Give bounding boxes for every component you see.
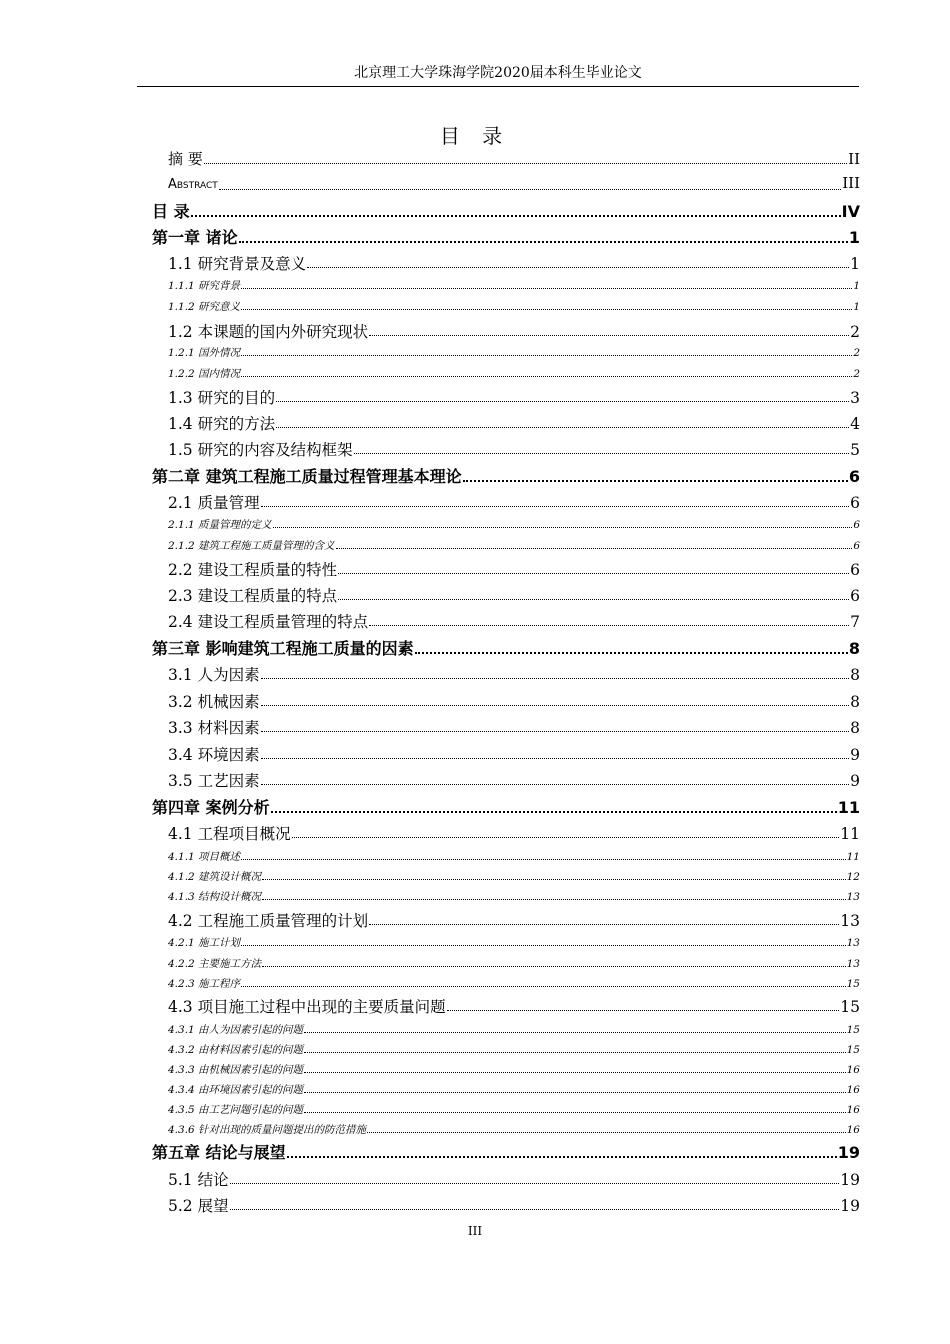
dot-leader — [261, 678, 850, 679]
dot-leader — [304, 1092, 846, 1093]
toc-entry[interactable] — [168, 849, 860, 863]
dot-leader — [292, 837, 840, 838]
toc-entry-label: 1.3 研究的目的 — [168, 389, 276, 407]
toc-entry-label: 1.2.2 国内情况 — [168, 368, 241, 380]
toc-entry-page: 2 — [850, 323, 860, 341]
toc-entry-page: 19 — [837, 1143, 860, 1162]
toc-entry[interactable] — [168, 690, 860, 710]
toc-entry[interactable] — [168, 1082, 860, 1096]
toc-entry-page: 12 — [846, 871, 860, 883]
toc-entry-label: 第五章 结论与展望 — [152, 1143, 286, 1162]
toc-entry-page: 6 — [850, 494, 860, 512]
toc-entry-page: 13 — [846, 937, 860, 949]
dot-leader — [304, 1052, 846, 1053]
toc-title: 目 录 — [439, 124, 511, 148]
toc-entry-label: 4.3 项目施工过程中出现的主要质量问题 — [168, 998, 446, 1016]
toc-entry-label: 4.3.5 由工艺问题引起的问题 — [168, 1104, 304, 1116]
toc-entry-page: 15 — [846, 1024, 860, 1036]
dot-leader — [262, 966, 846, 967]
toc-entry-label: 2.1 质量管理 — [168, 494, 260, 512]
toc-entry-page: 8 — [848, 639, 860, 658]
toc-entry-page: 6 — [853, 519, 860, 531]
toc-entry[interactable] — [168, 584, 860, 604]
toc-entry[interactable] — [168, 956, 860, 970]
toc-entry[interactable] — [168, 517, 860, 531]
dot-leader — [241, 309, 852, 310]
toc-entry-page: 7 — [850, 613, 860, 631]
toc-entry-page: 9 — [850, 746, 860, 764]
toc-entry-page: 13 — [846, 958, 860, 970]
toc-entry-label: 1.4 研究的方法 — [168, 415, 276, 433]
toc-entry[interactable] — [168, 1168, 860, 1188]
dot-leader — [262, 879, 846, 880]
toc-entry[interactable] — [168, 909, 860, 929]
toc-entry[interactable] — [168, 1042, 860, 1056]
toc-entry[interactable] — [168, 148, 860, 168]
dot-leader — [239, 241, 848, 243]
toc-entry-page: 13 — [846, 891, 860, 903]
toc-entry-page: 6 — [848, 467, 860, 486]
page-number: III — [467, 1224, 483, 1238]
toc-entry[interactable] — [152, 464, 860, 486]
toc-entry[interactable] — [168, 822, 860, 842]
toc-entry-label: 第一章 诸论 — [152, 228, 238, 247]
toc-entry-label: 1.1 研究背景及意义 — [168, 255, 307, 273]
toc-entry-page: 1 — [850, 255, 860, 273]
dot-leader — [304, 1032, 846, 1033]
toc-entry-label: 5.1 结论 — [168, 1171, 229, 1189]
toc-entry-label: 3.5 工艺因素 — [168, 772, 260, 790]
toc-entry[interactable] — [168, 174, 860, 194]
dot-leader — [463, 480, 848, 482]
toc-entry-label: 3.4 环境因素 — [168, 746, 260, 764]
toc-entry-label: 4.3.2 由材料因素引起的问题 — [168, 1044, 304, 1056]
toc-entry-page: 6 — [850, 587, 860, 605]
running-header: 北京理工大学珠海学院2020届本科生毕业论文 — [354, 65, 642, 81]
toc-entry-page: 16 — [846, 1124, 860, 1136]
toc-entry-page: 1 — [853, 301, 860, 313]
toc-entry[interactable] — [168, 1122, 860, 1136]
toc-entry[interactable] — [168, 438, 860, 458]
toc-entry-page: 16 — [846, 1064, 860, 1076]
dot-leader — [241, 945, 846, 946]
toc-entry-label: 1.2 本课题的国内外研究现状 — [168, 323, 369, 341]
dot-leader — [367, 1132, 846, 1133]
dot-leader — [261, 758, 850, 759]
dot-leader — [369, 335, 849, 336]
toc-entry-page: 13 — [840, 912, 860, 930]
dot-leader — [415, 652, 848, 654]
toc-entry-label: 1.1.1 研究背景 — [168, 280, 241, 292]
header-rule — [137, 86, 859, 87]
toc-entry-page: 8 — [850, 693, 860, 711]
toc-entry-label: 5.2 展望 — [168, 1197, 229, 1215]
toc-entry[interactable] — [168, 716, 860, 736]
toc-entry-page: 2 — [853, 347, 860, 359]
dot-leader — [261, 506, 850, 507]
toc-entry-label: 4.1.2 建筑设计概况 — [168, 871, 262, 883]
toc-entry-label: 2.2 建设工程质量的特性 — [168, 561, 338, 579]
dot-leader — [273, 527, 853, 528]
dot-leader — [304, 1112, 846, 1113]
toc-entry[interactable] — [152, 1140, 860, 1162]
toc-entry-label: 4.3.1 由人为因素引起的问题 — [168, 1024, 304, 1036]
toc-entry-page: 15 — [846, 1044, 860, 1056]
toc-entry-label: 4.2.1 施工计划 — [168, 937, 241, 949]
toc-entry-page: II — [848, 150, 860, 168]
toc-entry-page: III — [842, 174, 860, 192]
toc-entry-label: 1.5 研究的内容及结构框架 — [168, 441, 353, 459]
toc-entry[interactable] — [168, 299, 860, 313]
dot-leader — [369, 625, 849, 626]
dot-leader — [307, 267, 849, 268]
toc-entry-page: 8 — [850, 666, 860, 684]
toc-entry-label: 2.1.2 建筑工程施工质量管理的含义 — [168, 540, 335, 552]
dot-leader — [204, 163, 847, 164]
toc-entry-label: 3.1 人为因素 — [168, 666, 260, 684]
toc-entry[interactable] — [168, 1102, 860, 1116]
toc-entry[interactable] — [168, 386, 860, 406]
toc-entry[interactable] — [168, 769, 860, 789]
toc-entry-page: 11 — [837, 798, 860, 817]
toc-entry-page: 1 — [853, 280, 860, 292]
toc-entry[interactable] — [168, 412, 860, 432]
dot-leader — [241, 859, 846, 860]
dot-leader — [219, 189, 841, 190]
dot-leader — [262, 899, 846, 900]
toc-entry-page: 2 — [853, 368, 860, 380]
toc-entry[interactable] — [168, 491, 860, 511]
dot-leader — [276, 401, 849, 402]
dot-leader — [230, 1209, 840, 1210]
toc-entry-label: 2.1.1 质量管理的定义 — [168, 519, 272, 531]
toc-entry-page: 6 — [853, 540, 860, 552]
toc-entry-label: 1.2.1 国外情况 — [168, 347, 241, 359]
toc-entry-label: 2.3 建设工程质量的特点 — [168, 587, 338, 605]
dot-leader — [241, 986, 846, 987]
dot-leader — [447, 1010, 840, 1011]
toc-entry-label: 3.3 材料因素 — [168, 719, 260, 737]
toc-entry-label: 3.2 机械因素 — [168, 693, 260, 711]
toc-entry-label: 第四章 案例分析 — [152, 798, 270, 817]
dot-leader — [261, 731, 850, 732]
toc-entry[interactable] — [152, 636, 860, 658]
toc-entry-label: 4.3.3 由机械因素引起的问题 — [168, 1064, 304, 1076]
dot-leader — [241, 288, 852, 289]
toc-entry-page: IV — [841, 202, 860, 221]
toc-entry[interactable] — [168, 935, 860, 949]
toc-entry-label: 目 录 — [152, 202, 190, 221]
toc-entry[interactable] — [168, 252, 860, 272]
toc-entry-label: 1.1.2 研究意义 — [168, 301, 241, 313]
toc-entry[interactable] — [168, 538, 860, 552]
toc-entry[interactable] — [152, 225, 860, 247]
dot-leader — [241, 355, 852, 356]
dot-leader — [261, 784, 850, 785]
toc-entry-page: 15 — [846, 978, 860, 990]
toc-entry-label: 4.3.6 针对出现的质量问题提出的防范措施 — [168, 1124, 367, 1136]
toc-entry-page: 3 — [850, 389, 860, 407]
dot-leader — [336, 548, 853, 549]
toc-entry-label: 4.2.2 主要施工方法 — [168, 958, 262, 970]
toc-entry[interactable] — [168, 278, 860, 292]
dot-leader — [338, 573, 849, 574]
toc-entry-label: 摘 要 — [168, 150, 203, 168]
toc-entry[interactable] — [168, 610, 860, 630]
toc-entry[interactable] — [168, 663, 860, 683]
toc-entry-label: 4.1.3 结构设计概况 — [168, 891, 262, 903]
toc-entry-page: 5 — [850, 441, 860, 459]
toc-entry[interactable] — [168, 1022, 860, 1036]
toc-entry[interactable] — [168, 869, 860, 883]
toc-entry-page: 16 — [846, 1104, 860, 1116]
toc-entry-page: 11 — [846, 851, 860, 863]
toc-entry-page: 19 — [840, 1171, 860, 1189]
toc-entry-label: 第二章 建筑工程施工质量过程管理基本理论 — [152, 467, 462, 486]
toc-entry-page: 19 — [840, 1197, 860, 1215]
toc-entry[interactable] — [152, 199, 860, 221]
toc-entry[interactable] — [168, 889, 860, 903]
toc-entry-label: 4.3.4 由环境因素引起的问题 — [168, 1084, 304, 1096]
toc-entry-label: 4.2 工程施工质量管理的计划 — [168, 912, 369, 930]
toc-entry[interactable] — [168, 995, 860, 1015]
toc-entry-label: 第三章 影响建筑工程施工质量的因素 — [152, 639, 414, 658]
toc-entry[interactable] — [168, 320, 860, 340]
toc-entry-label: 4.1 工程项目概况 — [168, 825, 291, 843]
toc-entry-label: 2.4 建设工程质量管理的特点 — [168, 613, 369, 631]
toc-entry[interactable] — [168, 345, 860, 359]
toc-entry-page: 9 — [850, 772, 860, 790]
toc-entry-page: 16 — [846, 1084, 860, 1096]
toc-entry[interactable] — [168, 1194, 860, 1214]
toc-entry-page: 15 — [840, 998, 860, 1016]
toc-entry-page: 1 — [848, 228, 860, 247]
dot-leader — [304, 1072, 846, 1073]
toc-entry-page: 6 — [850, 561, 860, 579]
dot-leader — [287, 1156, 837, 1158]
toc-entry-label: 4.2.3 施工程序 — [168, 978, 241, 990]
toc-entry-page: 4 — [850, 415, 860, 433]
toc-entry-label: 4.1.1 项目概述 — [168, 851, 241, 863]
toc-entry-page: 11 — [840, 825, 860, 843]
toc-entry[interactable] — [152, 795, 860, 817]
dot-leader — [354, 453, 850, 454]
toc-entry[interactable] — [168, 1062, 860, 1076]
dot-leader — [369, 924, 839, 925]
toc-entry-page: 8 — [850, 719, 860, 737]
dot-leader — [261, 705, 850, 706]
dot-leader — [230, 1183, 840, 1184]
dot-leader — [191, 215, 841, 217]
dot-leader — [241, 376, 852, 377]
dot-leader — [271, 811, 837, 813]
toc-entry-label: Abstract — [168, 177, 218, 192]
toc-entry[interactable] — [168, 976, 860, 990]
dot-leader — [338, 599, 849, 600]
dot-leader — [276, 427, 849, 428]
toc-entry[interactable] — [168, 743, 860, 763]
toc-entry[interactable] — [168, 558, 860, 578]
toc-entry[interactable] — [168, 366, 860, 380]
